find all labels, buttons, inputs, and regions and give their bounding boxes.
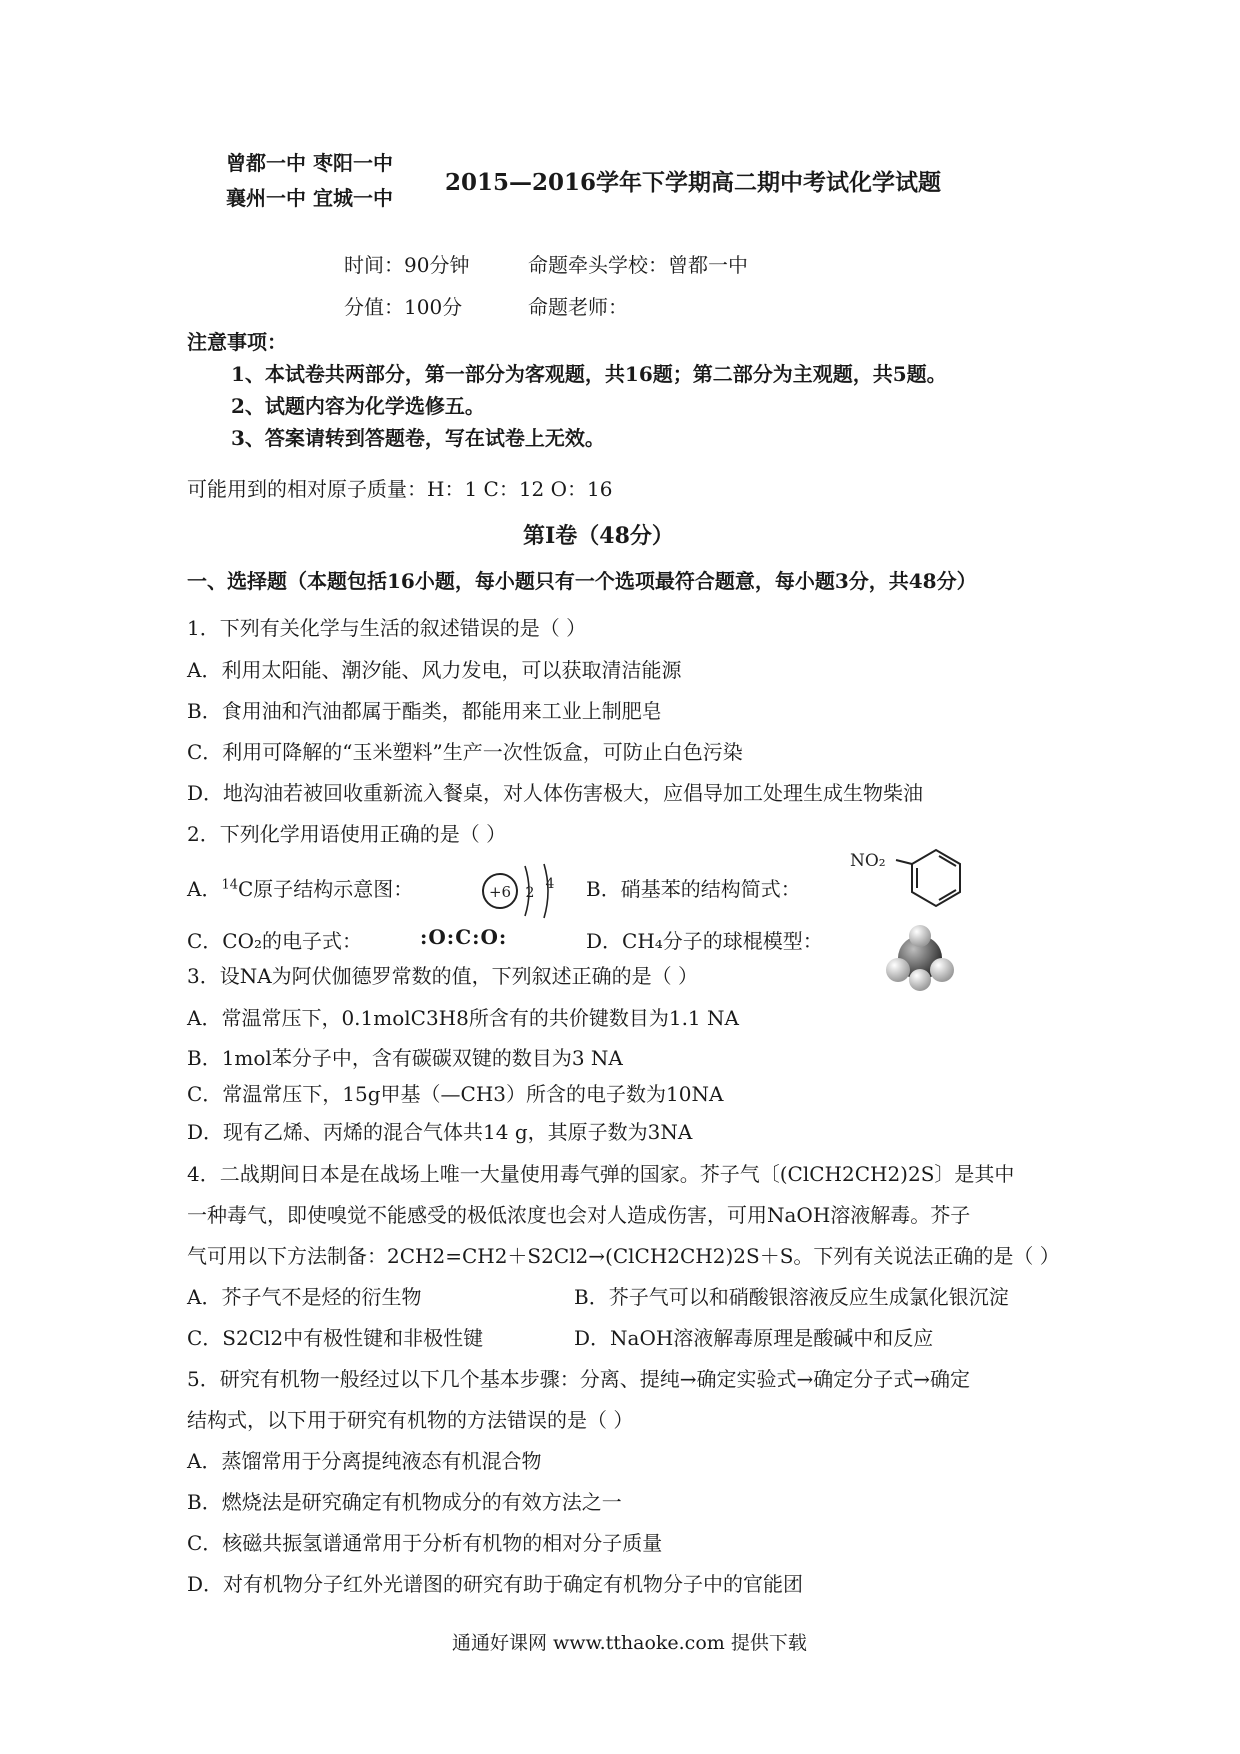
shell1-electrons: 2 [525,885,535,901]
ch4-ball-stick-model [880,924,960,992]
q2-option-a-mass-number: 14 [221,877,238,893]
q2-atom-structure-diagram [478,858,568,924]
q4-line-1: 4．二战期间日本是在战场上唯一大量使用毒气弹的国家。芥子气〔(ClCH2CH2)2S〕是其中 [187,1162,1015,1186]
part1-title: 第Ⅰ卷（48分） [523,523,674,549]
exam-time: 时间：90分钟 [344,253,470,277]
nitro-bond [896,860,912,864]
q3-option-d: D．现有乙烯、丙烯的混合气体共14 g，其原子数为3NA [187,1120,693,1144]
exam-teacher: 命题老师： [528,295,628,319]
notice-item-1: 1、本试卷共两部分，第一部分为客观题，共16题；第二部分为主观题，共5题。 [231,362,947,386]
exam-title: 2015—2016学年下学期高二期中考试化学试题 [445,169,942,196]
q5-option-b: B．燃烧法是研究确定有机物成分的有效方法之一 [187,1490,622,1514]
q4-line-3: 气可用以下方法制备：2CH2=CH2＋S2Cl2→(ClCH2CH2)2S＋S。下列有关说法正确的是（ ） [187,1244,1060,1268]
notice-item-3: 3、答案请转到答题卷，写在试卷上无效。 [231,426,605,450]
q5-line-2: 结构式，以下用于研究有机物的方法错误的是（ ） [187,1408,634,1432]
co2-electron-formula: :O:C:O: [420,925,508,949]
section1-title: 一、选择题（本题包括16小题，每小题只有一个选项最符合题意，每小题3分，共48分） [187,569,977,593]
q5-option-c: C．核磁共振氢谱通常用于分析有机物的相对分子质量 [187,1531,663,1555]
shell2-electrons: 4 [545,876,555,892]
q1-option-c: C．利用可降解的“玉米塑料”生产一次性饭盒，可防止白色污染 [187,740,743,764]
q2-option-a-prefix: A． [187,877,222,901]
benzene-ring [912,850,960,906]
hydrogen-ball-top [909,925,931,947]
q2-option-d: D．CH₄分子的球棍模型： [586,929,823,953]
hydrogen-ball-bottom [909,969,931,991]
hydrogen-ball-right [930,958,954,982]
q2-option-c: C．CO₂的电子式： [187,929,363,953]
nitro-group-label: NO₂ [850,851,886,871]
q2-option-a-text: C原子结构示意图： [238,877,414,901]
notice-heading: 注意事项： [187,330,287,354]
schools-row1: 曾都一中 枣阳一中 [226,151,393,175]
q4-option-a: A．芥子气不是烃的衍生物 [187,1285,422,1309]
q1-stem: 1．下列有关化学与生活的叙述错误的是（ ） [187,616,587,640]
q2-stem: 2．下列化学用语使用正确的是（ ） [187,822,507,846]
q1-option-b: B．食用油和汽油都属于酯类，都能用来工业上制肥皂 [187,699,662,723]
page-footer: 通通好课网 www.tthaoke.com 提供下载 [452,1632,807,1654]
q4-option-d: D．NaOH溶液解毒原理是酸碱中和反应 [574,1326,934,1350]
q1-option-a: A．利用太阳能、潮汐能、风力发电，可以获取清洁能源 [187,658,682,682]
q5-line-1: 5．研究有机物一般经过以下几个基本步骤：分离、提纯→确定实验式→确定分子式→确定 [187,1367,970,1391]
q4-option-b: B．芥子气可以和硝酸银溶液反应生成氯化银沉淀 [574,1285,1009,1309]
nucleus-charge: +6 [488,883,512,901]
lead-school: 命题牵头学校：曾都一中 [528,253,748,277]
q3-option-c: C．常温常压下，15g甲基（—CH3）所含的电子数为10NA [187,1082,724,1106]
q2-option-b: B．硝基苯的结构简式： [586,877,801,901]
q4-option-c: C．S2Cl2中有极性键和非极性键 [187,1326,484,1350]
q5-option-d: D．对有机物分子红外光谱图的研究有助于确定有机物分子中的官能团 [187,1572,804,1596]
q4-line-2: 一种毒气，即使嗅觉不能感受的极低浓度也会对人造成伤害，可用NaOH溶液解毒。芥子 [187,1203,971,1227]
q3-option-a: A．常温常压下，0.1molC3H8所含有的共价键数目为1.1 NA [187,1006,739,1030]
schools-row2: 襄州一中 宜城一中 [226,186,393,210]
q3-stem: 3．设NA为阿伏伽德罗常数的值，下列叙述正确的是（ ） [187,964,699,988]
q5-option-a: A．蒸馏常用于分离提纯液态有机混合物 [187,1449,542,1473]
exam-score: 分值：100分 [344,295,463,319]
hydrogen-ball-left [886,958,910,982]
q3-option-b: B．1mol苯分子中，含有碳碳双键的数目为3 NA [187,1046,623,1070]
q1-option-d: D．地沟油若被回收重新流入餐桌，对人体伤害极大，应倡导加工处理生成生物柴油 [187,781,924,805]
nitrobenzene-structure [850,842,970,937]
atomic-mass-line: 可能用到的相对原子质量：H：1 C：12 O：16 [187,477,613,501]
q2-option-a [187,873,413,902]
notice-item-2: 2、试题内容为化学选修五。 [231,394,485,418]
